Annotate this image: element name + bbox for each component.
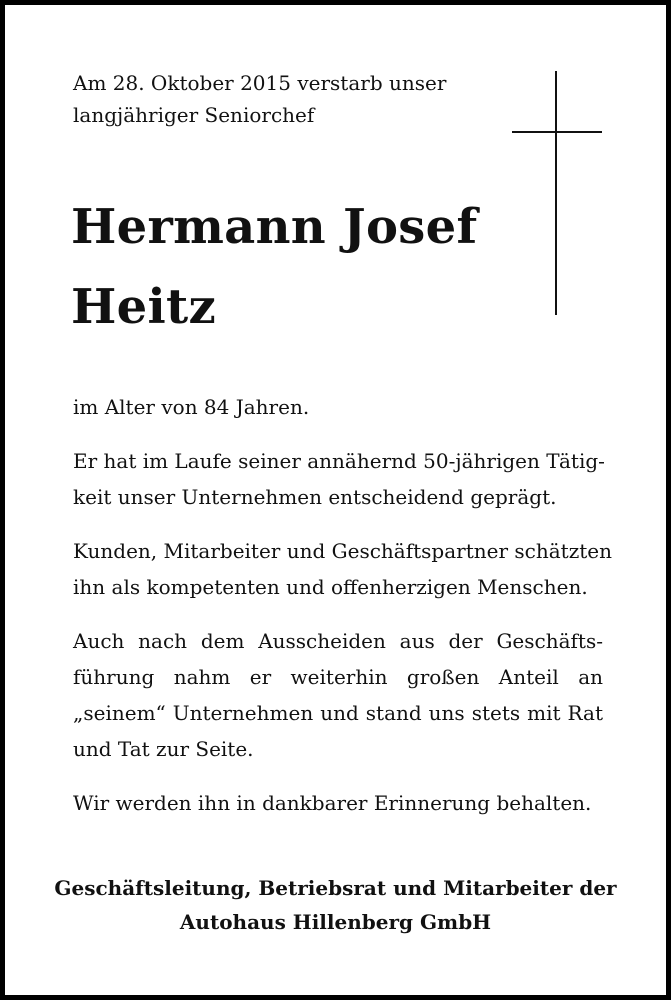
- cross-horizontal-bar: [512, 131, 602, 133]
- name-line-last: Heitz: [71, 279, 217, 335]
- obituary-body: [73, 389, 612, 839]
- intro-line: Am 28. Oktober 2015 verstarb unser: [73, 71, 447, 95]
- name-line-first: Hermann Josef: [71, 199, 478, 255]
- paragraph-line: im Alter von 84 Jahren.: [73, 395, 310, 419]
- paragraph-line: Auch nach dem Ausscheiden aus der Geschäfts-: [73, 629, 603, 653]
- paragraph-line: Er hat im Laufe seiner annähernd 50-jährigen Tätig-: [73, 449, 605, 473]
- paragraph-line: Kunden, Mitarbeiter und Geschäftspartner schätzten: [73, 539, 612, 563]
- intro-line: langjähriger Seniorchef: [73, 103, 315, 127]
- paragraph-line: „seinem“ Unternehmen und stand uns stets mit Rat: [73, 701, 603, 725]
- paragraph-line: führung nahm er weiterhin großen Anteil an: [73, 665, 603, 689]
- intro-text: [73, 67, 493, 131]
- paragraph-line: Wir werden ihn in dankbarer Erinnerung behalten.: [73, 791, 592, 815]
- deceased-name: [71, 187, 501, 347]
- cross-icon: [512, 71, 602, 315]
- signature-block: [10, 871, 661, 939]
- signature-line: Geschäftsleitung, Betriebsrat und Mitarbeiter der: [54, 876, 617, 900]
- paragraph-career: [73, 443, 603, 515]
- paragraph-remembrance: [73, 785, 603, 821]
- paragraph-age: [73, 389, 603, 425]
- cross-vertical-bar: [555, 71, 557, 315]
- paragraph-line: ihn als kompetenten und offenherzigen Menschen.: [73, 575, 588, 599]
- paragraph-line: und Tat zur Seite.: [73, 737, 254, 761]
- company-name: Autohaus Hillenberg GmbH: [179, 910, 492, 934]
- paragraph-line: keit unser Unternehmen entscheidend geprägt.: [73, 485, 557, 509]
- paragraph-appreciation: [73, 533, 612, 605]
- paragraph-retirement: [73, 623, 603, 767]
